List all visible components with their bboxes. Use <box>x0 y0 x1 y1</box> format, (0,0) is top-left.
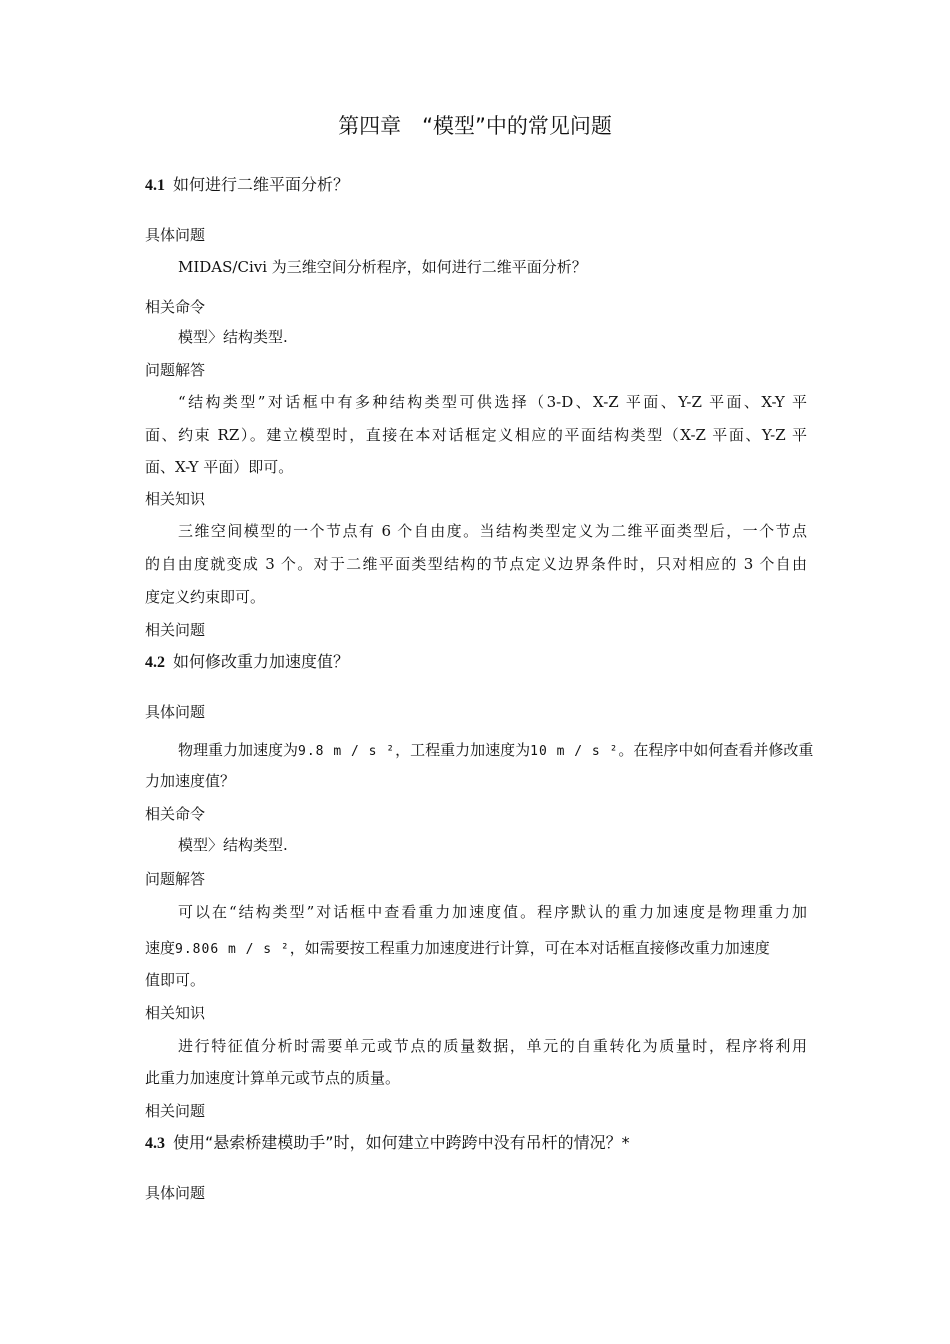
gravity-value-engineering: 10 m / s ² <box>530 744 619 759</box>
question-segment: 物理重力加速度为 <box>178 741 299 759</box>
label-related-questions: 相关问题 <box>145 621 206 639</box>
section-heading-4-1 <box>145 175 349 196</box>
section-number: 4.1 <box>145 177 165 194</box>
command-text: 模型〉结构类型. <box>178 836 288 854</box>
label-related-command: 相关命令 <box>145 805 206 823</box>
answer-line: 值即可。 <box>145 971 206 989</box>
section-number: 4.3 <box>145 1135 165 1152</box>
question-segment: 。在程序中如何查看并修改重 <box>618 741 814 759</box>
knowledge-line: 的自由度就变成 3 个。对于二维平面类型结构的节点定义边界条件时，只对相应的 3 个自由 <box>145 555 807 573</box>
knowledge-line: 度定义约束即可。 <box>145 588 266 606</box>
label-specific-question: 具体问题 <box>145 703 206 721</box>
answer-line <box>145 938 770 960</box>
label-knowledge: 相关知识 <box>145 490 206 508</box>
label-answer: 问题解答 <box>145 870 206 888</box>
label-related-command: 相关命令 <box>145 298 206 316</box>
section-heading-4-3 <box>145 1133 630 1154</box>
answer-line: 可以在“结构类型”对话框中查看重力加速度值。程序默认的重力加速度是物理重力加 <box>178 903 807 921</box>
chapter-title: 第四章 “模型”中的常见问题 <box>338 114 612 138</box>
section-heading-4-2 <box>145 652 349 673</box>
gravity-value-default: 9.806 m / s ² <box>175 942 290 957</box>
question-text: 力加速度值？ <box>145 772 236 790</box>
label-answer: 问题解答 <box>145 361 206 379</box>
question-segment: ，工程重力加速度为 <box>395 741 531 759</box>
label-related-questions: 相关问题 <box>145 1102 206 1120</box>
answer-line: 面、约束 RZ）。建立模型时，直接在本对话框定义相应的平面结构类型（X-Z 平面、Y-Z 平 <box>145 426 807 444</box>
answer-segment: ，如需要按工程重力加速度进行计算，可在本对话框直接修改重力加速度 <box>289 939 770 957</box>
command-text: 模型〉结构类型. <box>178 328 288 346</box>
label-specific-question: 具体问题 <box>145 1184 206 1202</box>
label-knowledge: 相关知识 <box>145 1004 206 1022</box>
knowledge-line: 进行特征值分析时需要单元或节点的质量数据，单元的自重转化为质量时，程序将利用 <box>178 1037 807 1055</box>
knowledge-line: 此重力加速度计算单元或节点的质量。 <box>145 1069 401 1087</box>
label-specific-question: 具体问题 <box>145 226 206 244</box>
question-text: MIDAS/Civi 为三维空间分析程序，如何进行二维平面分析？ <box>178 258 587 276</box>
section-title: 如何修改重力加速度值？ <box>173 652 350 671</box>
section-title: 如何进行二维平面分析？ <box>173 175 350 194</box>
answer-segment: 速度 <box>145 939 176 957</box>
section-number: 4.2 <box>145 654 165 671</box>
section-title: 使用“悬索桥建模助手”时，如何建立中跨跨中没有吊杆的情况？* <box>173 1133 630 1152</box>
knowledge-line: 三维空间模型的一个节点有 6 个自由度。当结构类型定义为二维平面类型后，一个节点 <box>178 522 807 540</box>
answer-line: “结构类型”对话框中有多种结构类型可供选择（3-D、X-Z 平面、Y-Z 平面、X-Y 平 <box>178 393 807 411</box>
answer-line: 面、X-Y 平面）即可。 <box>145 458 294 476</box>
question-text <box>178 740 813 762</box>
gravity-value-physical: 9.8 m / s ² <box>298 744 396 759</box>
